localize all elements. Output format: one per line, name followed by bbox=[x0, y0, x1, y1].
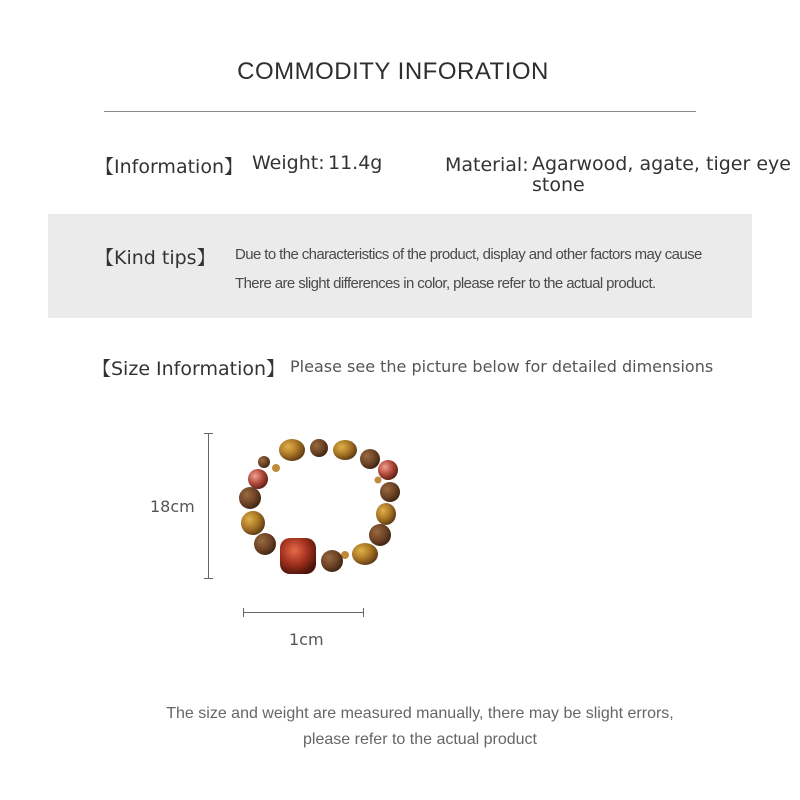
height-dimension-label: 18cm bbox=[150, 497, 195, 516]
title-divider bbox=[104, 111, 696, 112]
spacer-bead bbox=[258, 456, 270, 468]
bracelet-image bbox=[228, 428, 418, 588]
material-value: Agarwood, agate, tiger eye stone bbox=[532, 153, 791, 196]
spacer-bead bbox=[272, 464, 280, 472]
spacer-bead bbox=[375, 477, 382, 484]
wood-bead bbox=[369, 524, 391, 546]
footer-note-line: please refer to the actual product bbox=[303, 731, 537, 748]
kind-tips-label: 【Kind tips】 bbox=[95, 247, 216, 269]
height-dimension-cap-bottom bbox=[204, 578, 213, 579]
tiger-eye-bead bbox=[279, 439, 305, 461]
kind-tips-line: There are slight differences in color, please refer to the actual product. bbox=[235, 275, 656, 292]
agate-bead bbox=[378, 460, 398, 480]
kind-tips-line: Due to the characteristics of the product, display and other factors may cause bbox=[235, 246, 702, 263]
wood-bead bbox=[380, 482, 400, 502]
agate-bead bbox=[248, 469, 268, 489]
width-dimension-cap-left bbox=[243, 608, 244, 617]
wood-bead bbox=[310, 439, 328, 457]
width-dimension-cap-right bbox=[363, 608, 364, 617]
width-dimension-label: 1cm bbox=[289, 630, 324, 649]
weight-value: 11.4g bbox=[328, 152, 383, 174]
tiger-eye-bead bbox=[241, 511, 265, 535]
size-information-label: 【Size Information】 bbox=[92, 358, 286, 380]
tiger-eye-bead bbox=[352, 543, 378, 565]
size-information-note: Please see the picture below for detailed dimensions bbox=[290, 357, 714, 376]
tiger-eye-bead bbox=[376, 503, 396, 525]
information-label: 【Information】 bbox=[95, 156, 243, 178]
wood-bead bbox=[321, 550, 343, 572]
width-dimension-line bbox=[243, 612, 363, 613]
material-label: Material: bbox=[445, 154, 529, 176]
agate-centerpiece-bead bbox=[280, 538, 316, 574]
page-title: COMMODITY INFORATION bbox=[237, 58, 549, 85]
height-dimension-line bbox=[208, 433, 209, 578]
wood-bead bbox=[360, 449, 380, 469]
wood-bead bbox=[239, 487, 261, 509]
height-dimension-cap-top bbox=[204, 433, 213, 434]
tiger-eye-bead bbox=[333, 440, 357, 460]
weight-label: Weight: bbox=[252, 152, 325, 174]
wood-bead bbox=[254, 533, 276, 555]
footer-note-line: The size and weight are measured manually, there may be slight errors, bbox=[166, 705, 674, 722]
